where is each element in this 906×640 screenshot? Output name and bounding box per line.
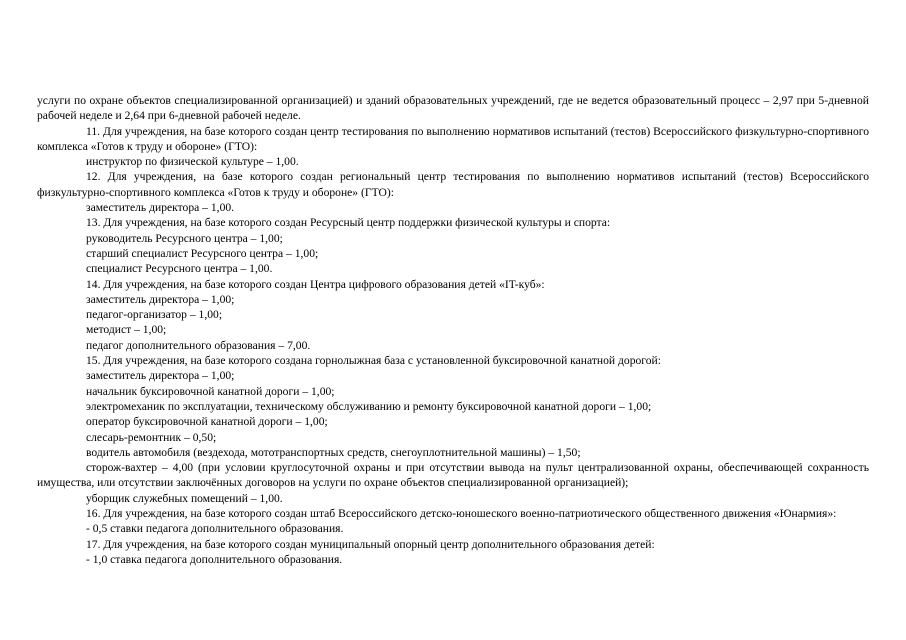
paragraph-item-17: 17. Для учреждения, на базе которого создан муниципальный опорный центр дополнительного образования детей:: [86, 537, 655, 551]
list-item: - 1,0 ставка педагога дополнительного образования.: [86, 552, 343, 566]
list-item: заместитель директора – 1,00;: [86, 369, 235, 383]
document-text: [37, 93, 869, 567]
list-item: заместитель директора – 1,00.: [86, 201, 235, 215]
list-item: методист – 1,00;: [86, 323, 167, 337]
list-item: старший специалист Ресурсного центра – 1,00;: [86, 246, 319, 260]
paragraph-item-12: 12. Для учреждения, на базе которого создан региональный центр тестирования по выполнению нормативов испытаний (тестов) Всероссийского физкультурно-спортивного комплекса «Готов к труду и обороне» (ГТО):: [37, 170, 869, 199]
list-item: оператор буксировочной канатной дороги – 1,00;: [86, 415, 328, 429]
list-item: - 0,5 ставки педагога дополнительного образования.: [86, 522, 344, 536]
list-item: уборщик служебных помещений – 1,00.: [86, 491, 283, 505]
list-item: заместитель директора – 1,00;: [86, 292, 235, 306]
list-item: слесарь-ремонтник – 0,50;: [86, 430, 217, 444]
paragraph-item-15: 15. Для учреждения, на базе которого создана горнолыжная база с установленной буксировочной канатной дорогой:: [86, 354, 661, 368]
list-item: инструктор по физической культуре – 1,00.: [86, 155, 299, 169]
paragraph-continuation: услуги по охране объектов специализированной организацией) и зданий образовательных учреждений, где не ведется образовательный процесс – 2,97 при 5-дневной рабочей неделе и 2,64 при 6-дневной рабочей неделе.: [37, 94, 869, 123]
list-item: специалист Ресурсного центра – 1,00.: [86, 262, 273, 276]
list-item: электромеханик по эксплуатации, техническому обслуживанию и ремонту буксировочной канатной дороги – 1,00;: [86, 399, 652, 413]
paragraph-item-16: 16. Для учреждения, на базе которого создан штаб Всероссийского детско-юношеского военно-патриотического общественного движения «Юнармия»:: [86, 507, 837, 521]
paragraph-item-11: 11. Для учреждения, на базе которого создан центр тестирования по выполнению нормативов испытаний (тестов) Всероссийского физкультурно-спортивного комплекса «Готов к труду и обороне» (ГТО):: [37, 124, 869, 153]
paragraph-watchman: сторож-вахтер – 4,00 (при условии круглосуточной охраны и при отсутствии вывода на пульт централизованной охраны, обеспечивающей сохранность имущества, или отсутствии заключённых договоров на услуги по охране объектов специализированной организацией);: [37, 461, 869, 490]
list-item: педагог-организатор – 1,00;: [86, 308, 223, 322]
list-item: начальник буксировочной канатной дороги – 1,00;: [86, 384, 335, 398]
paragraph-item-13: 13. Для учреждения, на базе которого создан Ресурсный центр поддержки физической культуры и спорта:: [86, 216, 611, 230]
list-item: водитель автомобиля (вездехода, мототранспортных средств, снегоуплотнительной машины) – 1,50;: [86, 445, 581, 459]
list-item: педагог дополнительного образования – 7,00.: [86, 338, 311, 352]
paragraph-item-14: 14. Для учреждения, на базе которого создан Центра цифрового образования детей «IT-куб»:: [86, 277, 545, 291]
list-item: руководитель Ресурсного центра – 1,00;: [86, 231, 283, 245]
